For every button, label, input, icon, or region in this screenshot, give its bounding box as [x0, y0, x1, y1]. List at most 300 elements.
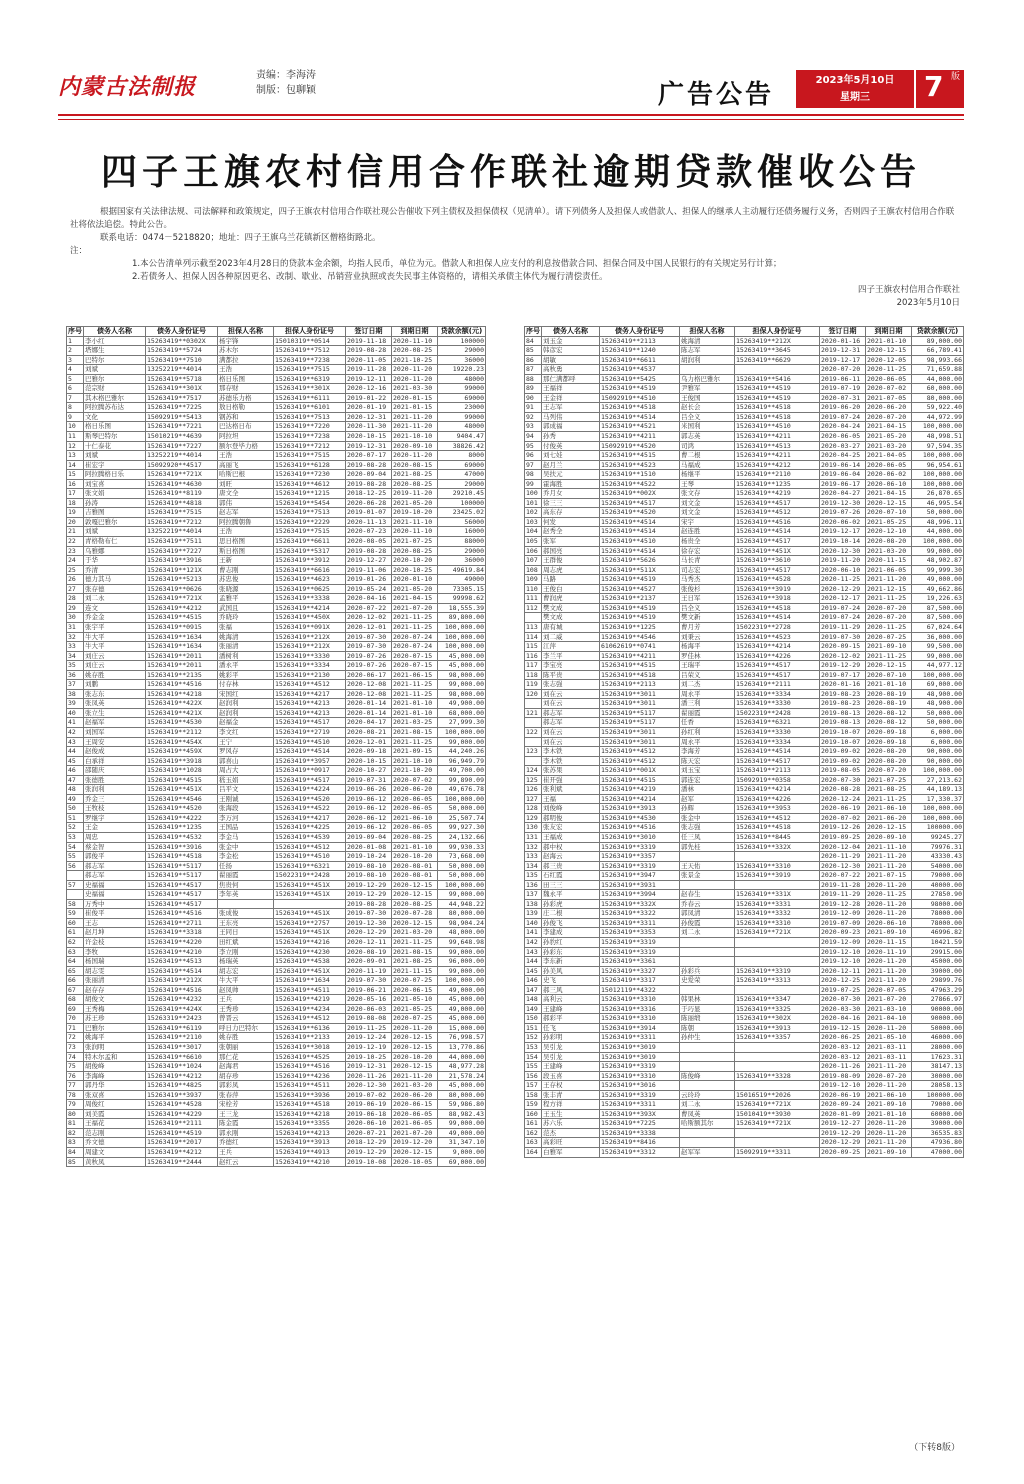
cell-due-date: 2020-11-19 — [866, 947, 912, 957]
cell-guarantor-name: 张晓源 — [218, 584, 274, 594]
col-header-sign-date: 签订日期 — [820, 327, 866, 337]
cell-due-date: 2021-09-10 — [866, 642, 912, 652]
cell-sign-date: 2020-12-08 — [346, 680, 392, 690]
cell-seq: 94 — [525, 432, 542, 442]
cell-loan-balance: 69000 — [438, 460, 486, 470]
cell-debtor-id: 15263419**002X — [600, 489, 680, 499]
cell-debtor-name: 张存德 — [84, 584, 146, 594]
cell-debtor-id: 15263419**4519 — [600, 384, 680, 394]
cell-sign-date: 2020-10-15 — [346, 432, 392, 442]
cell-loan-balance: 15,000.00 — [438, 1023, 486, 1033]
table-row — [67, 947, 486, 957]
table-row — [525, 737, 964, 747]
cell-debtor-id: 15263419**5117 — [146, 871, 218, 881]
cell-loan-balance: 49000 — [438, 575, 486, 585]
cell-guarantor-name: 王浩 — [218, 451, 274, 461]
cell-sign-date: 2020-06-10 — [820, 565, 866, 575]
cell-seq: 159 — [525, 1100, 542, 1110]
cell-debtor-name: 刘宝喜 — [84, 479, 146, 489]
table-row — [525, 899, 964, 909]
cell-debtor-name: 王群俊 — [542, 556, 600, 566]
cell-seq: 86 — [525, 355, 542, 365]
cell-guarantor-id: 15263419**4517 — [735, 537, 820, 547]
cell-debtor-name: 范杰 — [542, 1128, 600, 1138]
cell-guarantor-name: 潘树利 — [218, 651, 274, 661]
cell-guarantor-id: 15263419**4214 — [274, 603, 346, 613]
cell-guarantor-name — [680, 1043, 735, 1053]
cell-loan-balance: 98,000.00 — [438, 670, 486, 680]
cell-sign-date: 2019-05-24 — [346, 584, 392, 594]
table-row — [525, 527, 964, 537]
cell-seq: 121 — [525, 708, 542, 718]
table-row — [525, 928, 964, 938]
cell-debtor-id: 15263419**2444 — [146, 1157, 218, 1167]
col-header-due-date: 到期日期 — [392, 327, 438, 337]
cell-seq: 160 — [525, 1109, 542, 1119]
cell-guarantor-name: 苏忠俊 — [218, 575, 274, 585]
cell-debtor-name: 段玉喜 — [542, 1071, 600, 1081]
cell-loan-balance: 98,000.00 — [438, 689, 486, 699]
cell-debtor-id: 15263419**4517 — [146, 899, 218, 909]
cell-loan-balance: 80,000.00 — [438, 909, 486, 919]
cell-guarantor-name: 姚海清 — [218, 632, 274, 642]
cell-seq: 16 — [67, 479, 84, 489]
cell-sign-date: 2020-12-02 — [346, 613, 392, 623]
table-row — [525, 938, 964, 948]
cell-debtor-id: 15263419**3010 — [600, 832, 680, 842]
cell-debtor-id: 15263419**4530 — [600, 813, 680, 823]
table-row — [67, 479, 486, 489]
cell-debtor-id: 15263419**4212 — [146, 603, 218, 613]
cell-debtor-name: 张双喜 — [84, 1090, 146, 1100]
intro-paragraph: 根据国家有关法律法规、司法解释和政策规定，四子王旗农村信用合作联社现公告催收下列主债权及担保债权（见清单）。请下列债务人及担保人或借款人、担保人的继承人主动履行还债务履行义务，否则四子王旗农村信用合作联社将依法追偿。特此公告。 — [70, 207, 955, 230]
cell-due-date: 2021-06-05 — [866, 565, 912, 575]
cell-seq: 23 — [67, 546, 84, 556]
cell-seq: 74 — [67, 1052, 84, 1062]
cell-debtor-id: 15263419**2011 — [146, 651, 218, 661]
cell-guarantor-id: 15263419**7513 — [274, 508, 346, 518]
cell-loan-balance: 38147.13 — [912, 1062, 964, 1072]
table-row — [525, 346, 964, 356]
cell-sign-date: 2020-11-26 — [346, 1071, 392, 1081]
cell-loan-balance: 26,870.65 — [912, 489, 964, 499]
table-row — [525, 556, 964, 566]
cell-guarantor-name — [680, 1138, 735, 1148]
cell-debtor-name: 刘庄云 — [84, 661, 146, 671]
table-row — [67, 737, 486, 747]
cell-sign-date: 2019-12-29 — [346, 880, 392, 890]
cell-debtor-id: 15263419**301X — [146, 384, 218, 394]
cell-seq: 85 — [525, 346, 542, 356]
cell-debtor-name: 孙彩明 — [542, 1033, 600, 1043]
table-row — [67, 470, 486, 480]
cell-due-date: 2020-12-15 — [392, 1043, 438, 1053]
table-row — [67, 928, 486, 938]
table-row — [525, 1043, 964, 1053]
cell-loan-balance: 29000 — [438, 346, 486, 356]
table-row — [525, 384, 964, 394]
cell-loan-balance: 87,500.00 — [912, 603, 964, 613]
cell-guarantor-id: 15263419**451X — [274, 880, 346, 890]
cell-guarantor-name: 陈志军 — [680, 346, 735, 356]
cell-seq: 3 — [67, 355, 84, 365]
cell-due-date: 2021-05-20 — [866, 432, 912, 442]
cell-loan-balance: 80,000.00 — [438, 1090, 486, 1100]
cell-loan-balance: 49,000.00 — [912, 575, 964, 585]
table-row — [525, 393, 964, 403]
cell-debtor-name: 郭丹华 — [84, 1081, 146, 1091]
table-row — [525, 594, 964, 604]
col-header-debtor-id: 债务人身份证号 — [146, 327, 218, 337]
cell-guarantor-name: 赵海君 — [218, 1062, 274, 1072]
cell-sign-date: 2020-12-29 — [820, 1138, 866, 1148]
cell-sign-date: 2020-12-30 — [820, 546, 866, 556]
cell-seq: 47 — [67, 775, 84, 785]
cell-debtor-id: 15263419**4530 — [146, 718, 218, 728]
table-row — [67, 1033, 486, 1043]
table-row — [67, 918, 486, 928]
cell-guarantor-id: 15010419**3930 — [735, 1109, 820, 1119]
cell-seq: 148 — [525, 995, 542, 1005]
cell-debtor-id: 15263419**7225 — [600, 1119, 680, 1129]
table-row — [525, 1052, 964, 1062]
cell-guarantor-id: 15263419**4213 — [274, 708, 346, 718]
cell-debtor-name: 崔开强 — [542, 775, 600, 785]
cell-guarantor-id: 15263419**3332 — [735, 909, 820, 919]
cell-debtor-id: 15263419**511X — [600, 565, 680, 575]
table-row — [67, 823, 486, 833]
cell-sign-date: 2019-06-18 — [346, 1109, 392, 1119]
table-row — [67, 938, 486, 948]
cell-due-date: 2021-10-25 — [392, 355, 438, 365]
cell-debtor-id: 15263419**8416 — [600, 1138, 680, 1148]
cell-guarantor-id: 15263419**4518 — [735, 412, 820, 422]
cell-sign-date: 2020-11-19 — [346, 966, 392, 976]
cell-guarantor-name: 罗风存 — [218, 747, 274, 757]
cell-due-date: 2021-09-10 — [866, 928, 912, 938]
cell-debtor-id: 15263419**4519 — [146, 1128, 218, 1138]
cell-seq: 80 — [67, 1109, 84, 1119]
cell-debtor-name: 刘斌 — [84, 365, 146, 375]
cell-due-date: 2020-09-10 — [866, 832, 912, 842]
table-row — [67, 336, 486, 346]
cell-debtor-name: 霍海胜 — [542, 479, 600, 489]
table-row — [67, 613, 486, 623]
cell-guarantor-name: 敖日格勒 — [218, 403, 274, 413]
cell-debtor-name: 张立生 — [84, 708, 146, 718]
cell-due-date: 2021-08-15 — [392, 947, 438, 957]
cell-debtor-id: 15263419**4518 — [600, 403, 680, 413]
cell-debtor-id: 15263419**4520 — [600, 508, 680, 518]
cell-debtor-name: 杨国瑞 — [84, 957, 146, 967]
cell-debtor-name: 赵秀全 — [542, 527, 600, 537]
cell-due-date: 2021-04-10 — [866, 1014, 912, 1024]
cell-sign-date: 2019-06-21 — [346, 985, 392, 995]
cell-sign-date: 2019-07-30 — [820, 632, 866, 642]
cell-loan-balance: 45,000.00 — [438, 995, 486, 1005]
cell-due-date: 2020-09-18 — [866, 727, 912, 737]
cell-loan-balance: 100000 — [438, 498, 486, 508]
cell-guarantor-name: 阿拉腾朝鲁 — [218, 517, 274, 527]
cell-due-date: 2020-11-20 — [866, 1119, 912, 1129]
cell-debtor-id: 15263419**4211 — [600, 651, 680, 661]
cell-debtor-id: 15263419**3319 — [600, 842, 680, 852]
cell-debtor-id: 15263419**1024 — [146, 1062, 218, 1072]
cell-guarantor-id: 15263419**4211 — [735, 432, 820, 442]
cell-guarantor-id: 15263419**4212 — [735, 460, 820, 470]
col-header-loan-balance: 贷款余额(元) — [438, 327, 486, 337]
cell-sign-date: 2020-06-19 — [820, 1090, 866, 1100]
col-header-guarantor-name: 担保人名称 — [680, 327, 735, 337]
cell-seq: 12 — [67, 441, 84, 451]
cell-debtor-name: 程方祥 — [542, 1100, 600, 1110]
cell-seq: 124 — [525, 766, 542, 776]
cell-seq: 101 — [525, 498, 542, 508]
cell-sign-date: 2020-07-31 — [820, 393, 866, 403]
cell-guarantor-name: 吕平文 — [218, 785, 274, 795]
table-row — [525, 508, 964, 518]
cell-loan-balance: 29000 — [438, 546, 486, 556]
table-row — [67, 546, 486, 556]
table-row — [67, 584, 486, 594]
cell-loan-balance: 100,000.00 — [912, 813, 964, 823]
cell-sign-date: 2019-08-28 — [346, 460, 392, 470]
table-row — [525, 642, 964, 652]
table-row — [67, 680, 486, 690]
table-row — [67, 374, 486, 384]
cell-guarantor-id: 15263419**4213 — [274, 1128, 346, 1138]
cell-guarantor-id: 15263419**4519 — [735, 393, 820, 403]
cell-debtor-name: 李兰平 — [542, 651, 600, 661]
cell-debtor-id: 15263419**721X — [146, 470, 218, 480]
cell-due-date: 2021-11-25 — [866, 794, 912, 804]
cell-seq: 49 — [67, 794, 84, 804]
cell-due-date: 2020-12-15 — [392, 1062, 438, 1072]
cell-sign-date: 2020-07-30 — [820, 995, 866, 1005]
cell-sign-date: 2019-12-10 — [820, 957, 866, 967]
cell-seq: 64 — [67, 957, 84, 967]
cell-debtor-id: 15263419**212X — [146, 976, 218, 986]
cell-loan-balance: 44,240.26 — [438, 747, 486, 757]
cell-due-date: 2020-08-20 — [866, 537, 912, 547]
cell-loan-balance: 27,213.62 — [912, 775, 964, 785]
cell-seq: 117 — [525, 661, 542, 671]
cell-seq: 34 — [67, 651, 84, 661]
cell-seq: 149 — [525, 1004, 542, 1014]
cell-guarantor-name: 王兵 — [218, 995, 274, 1005]
cell-seq: 9 — [67, 412, 84, 422]
cell-debtor-id: 15263419**7227 — [146, 441, 218, 451]
cell-seq: 65 — [67, 966, 84, 976]
cell-guarantor-name: 乔德红 — [218, 1138, 274, 1148]
cell-guarantor-name — [680, 1128, 735, 1138]
cell-guarantor-id: 15263419**4528 — [735, 575, 820, 585]
cell-due-date: 2021-11-20 — [866, 976, 912, 986]
table-row — [67, 1148, 486, 1158]
cell-debtor-id: 15263419**4516 — [146, 985, 218, 995]
section-title: 广告公告 — [658, 80, 775, 110]
cell-debtor-name: 樊文成 — [542, 613, 600, 623]
cell-seq: 72 — [67, 1033, 84, 1043]
cell-debtor-name: 白承祥 — [84, 756, 146, 766]
cell-due-date: 2020-06-10 — [866, 479, 912, 489]
cell-seq: 27 — [67, 584, 84, 594]
table-row — [525, 1100, 964, 1110]
table-row — [525, 766, 964, 776]
table-row — [525, 1138, 964, 1148]
cell-guarantor-name: 司志宏 — [680, 565, 735, 575]
cell-loan-balance: 100,000.00 — [912, 422, 964, 432]
cell-debtor-name: 张志强 — [542, 680, 600, 690]
cell-due-date: 2020-12-15 — [866, 346, 912, 356]
cell-loan-balance: 47000.00 — [912, 1148, 964, 1158]
cell-sign-date: 2020-08-05 — [346, 537, 392, 547]
cell-seq: 134 — [525, 861, 542, 871]
cell-guarantor-name — [680, 938, 735, 948]
cell-sign-date: 2019-12-27 — [820, 1119, 866, 1129]
cell-seq: 135 — [525, 871, 542, 881]
cell-loan-balance: 49,662.86 — [912, 584, 964, 594]
cell-guarantor-id: 15263419**451X — [274, 966, 346, 976]
table-row — [525, 880, 964, 890]
cell-debtor-id: 15263419**1235 — [146, 823, 218, 833]
cell-loan-balance: 59,986.80 — [438, 1100, 486, 1110]
cell-due-date: 2020-09-18 — [866, 737, 912, 747]
cell-guarantor-id: 15263419**332X — [735, 842, 820, 852]
cell-sign-date: 2019-06-20 — [820, 403, 866, 413]
cell-debtor-name: 刘俊峰 — [542, 804, 600, 814]
cell-due-date: 2021-11-25 — [392, 613, 438, 623]
col-header-sign-date: 签订日期 — [346, 327, 392, 337]
cell-sign-date: 2020-07-21 — [346, 1128, 392, 1138]
cell-seq: 122 — [525, 727, 542, 737]
cell-sign-date: 2019-01-22 — [346, 393, 392, 403]
cell-loan-balance: 50,000.00 — [912, 718, 964, 728]
cell-sign-date: 2019-07-26 — [820, 508, 866, 518]
cell-seq — [525, 737, 542, 747]
note-2: 2.若债务人、担保人因各种原因更名、改制、歇业、吊销营业执照或丧失民事主体资格的，请相关承债主体代为履行清偿责任。 — [132, 272, 608, 282]
cell-due-date: 2020-06-20 — [392, 785, 438, 795]
cell-loan-balance: 100000.00 — [912, 1090, 964, 1100]
note-label: 注： — [70, 246, 88, 256]
cell-guarantor-id — [735, 1052, 820, 1062]
cell-debtor-id: 15263419**4211 — [600, 432, 680, 442]
table-row — [67, 957, 486, 967]
cell-sign-date: 2020-11-05 — [346, 355, 392, 365]
cell-due-date: 2020-10-20 — [392, 556, 438, 566]
cell-debtor-name: 刘斌 — [84, 451, 146, 461]
table-row — [67, 890, 486, 900]
editor-credits — [256, 68, 316, 98]
cell-debtor-name: 吴引龙 — [542, 1052, 600, 1062]
cell-debtor-id: 15263419**422X — [146, 699, 218, 709]
table-row — [525, 365, 964, 375]
cell-debtor-name: 刘二威 — [542, 632, 600, 642]
cell-debtor-name: 罗继宇 — [84, 813, 146, 823]
cell-seq: 31 — [67, 622, 84, 632]
cell-guarantor-name: 司鸿 — [680, 441, 735, 451]
cell-debtor-name: 李建成 — [542, 928, 600, 938]
cell-guarantor-name: 孙仲生 — [680, 1033, 735, 1043]
cell-sign-date: 2020-06-28 — [346, 498, 392, 508]
cell-debtor-id: 13252219**4014 — [146, 365, 218, 375]
cell-due-date: 2020-07-20 — [866, 613, 912, 623]
cell-debtor-id: 15263419**4516 — [146, 909, 218, 919]
cell-debtor-name: 乔金三 — [84, 794, 146, 804]
cell-debtor-id: 15263419**3311 — [600, 1100, 680, 1110]
cell-sign-date: 2019-06-04 — [820, 470, 866, 480]
cell-debtor-id: 15263419**3361 — [600, 957, 680, 967]
cell-debtor-id: 15263419**3019 — [600, 1043, 680, 1053]
cell-guarantor-id: 15263419**4511 — [274, 1081, 346, 1091]
cell-debtor-name: 王存权 — [542, 1081, 600, 1091]
cell-debtor-name: 曹润虎 — [542, 594, 600, 604]
cell-loan-balance: 10421.59 — [912, 938, 964, 948]
cell-guarantor-id — [735, 1062, 820, 1072]
cell-debtor-name: 郝彩平 — [542, 1014, 600, 1024]
cell-debtor-name: 王志军 — [542, 403, 600, 413]
cell-seq: 21 — [67, 527, 84, 537]
table-row — [525, 422, 964, 432]
cell-debtor-id: 15263419**3913 — [600, 804, 680, 814]
cell-guarantor-name: 刘旺 — [218, 479, 274, 489]
cell-debtor-name: 刘在云 — [542, 699, 600, 709]
cell-debtor-id: 15263419**4219 — [600, 785, 680, 795]
cell-loan-balance: 56000 — [438, 517, 486, 527]
cell-debtor-name: 万秀中 — [84, 899, 146, 909]
cell-debtor-id: 15263419**3311 — [600, 918, 680, 928]
cell-guarantor-name: 孟雅平 — [218, 594, 274, 604]
cell-seq: 126 — [525, 785, 542, 795]
cell-sign-date: 2019-08-13 — [820, 708, 866, 718]
cell-guarantor-id: 15263419**7212 — [274, 441, 346, 451]
cell-loan-balance: 18,555.39 — [438, 603, 486, 613]
cell-sign-date: 2019-06-14 — [820, 460, 866, 470]
cell-guarantor-name: 郭永刚 — [218, 1128, 274, 1138]
cell-debtor-name: 徐三三 — [542, 498, 600, 508]
cell-due-date: 2021-07-25 — [392, 537, 438, 547]
table-row — [67, 661, 486, 671]
cell-guarantor-id: 15263419**451X — [735, 546, 820, 556]
table-row — [525, 727, 964, 737]
cell-guarantor-id: 15263419**6321 — [274, 861, 346, 871]
cell-due-date: 2020-06-15 — [392, 1100, 438, 1110]
table-row — [67, 622, 486, 632]
table-row — [525, 498, 964, 508]
table-row — [525, 374, 964, 384]
cell-sign-date: 2020-12-02 — [820, 651, 866, 661]
cell-guarantor-name: 吕全义 — [680, 412, 735, 422]
header-rule — [58, 114, 964, 116]
cell-debtor-name: 郝明俊 — [542, 813, 600, 823]
cell-debtor-name: 苏王珍 — [84, 1014, 146, 1024]
cell-seq: 15 — [67, 470, 84, 480]
table-row — [525, 699, 964, 709]
cell-guarantor-name: 张金中 — [680, 813, 735, 823]
cell-debtor-name: 胡志雯 — [84, 966, 146, 976]
cell-sign-date: 2020-06-12 — [346, 813, 392, 823]
cell-guarantor-name: 云玲玲 — [680, 1090, 735, 1100]
table-row — [525, 575, 964, 585]
cell-guarantor-id: 15263419**7512 — [274, 346, 346, 356]
cell-loan-balance: 69,000.00 — [912, 680, 964, 690]
cell-seq: 44 — [67, 747, 84, 757]
cell-debtor-name: 付俊英 — [542, 441, 600, 451]
table-row — [67, 355, 486, 365]
cell-debtor-id: 15263419**4519 — [600, 603, 680, 613]
cell-guarantor-name: 王刚诚 — [218, 794, 274, 804]
cell-guarantor-name: 孙彩兵 — [680, 966, 735, 976]
